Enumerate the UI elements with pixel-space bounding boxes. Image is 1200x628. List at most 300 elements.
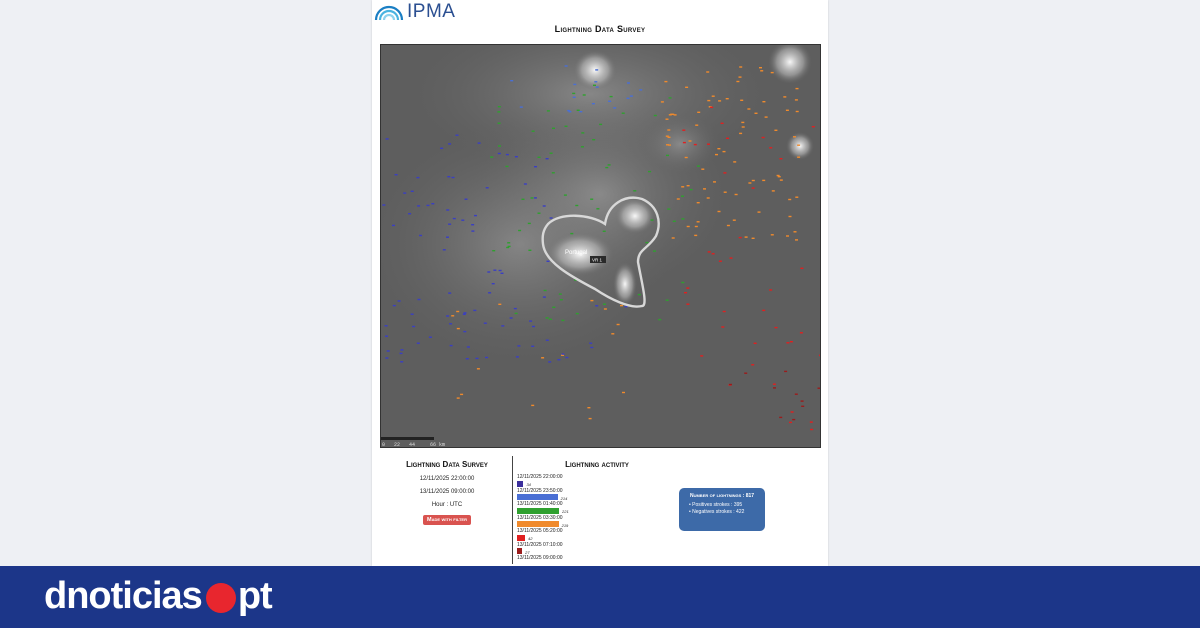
- stroke-marker: [760, 70, 763, 71]
- stroke-marker: [549, 319, 552, 320]
- stroke-marker: [440, 148, 443, 149]
- stroke-marker: [543, 296, 546, 297]
- stroke-marker: [795, 394, 798, 395]
- hour-label: Hour : UTC: [431, 502, 463, 508]
- red-dot-icon: [206, 583, 236, 613]
- stroke-marker: [745, 236, 748, 237]
- stroke-marker: [786, 235, 789, 236]
- stroke-marker: [498, 153, 501, 154]
- stroke-marker: [453, 218, 456, 219]
- stroke-marker: [671, 114, 674, 115]
- stroke-marker: [603, 304, 606, 305]
- stroke-marker: [592, 139, 595, 140]
- activity-title: Lightning activity: [565, 460, 629, 469]
- stroke-marker: [700, 355, 703, 356]
- stroke-marker: [575, 205, 578, 206]
- stroke-marker: [506, 154, 509, 155]
- stroke-marker: [603, 231, 606, 232]
- stroke-marker: [492, 283, 495, 284]
- stroke-marker: [596, 208, 599, 209]
- stroke-marker: [473, 310, 476, 311]
- stroke-marker: [590, 300, 593, 301]
- stroke-marker: [467, 346, 470, 347]
- stroke-marker: [789, 216, 792, 217]
- stroke-marker: [501, 325, 504, 326]
- stroke-marker: [595, 305, 598, 306]
- stroke-marker: [687, 226, 690, 227]
- stroke-marker: [735, 194, 738, 195]
- stroke-marker: [682, 130, 685, 131]
- stroke-marker: [532, 326, 535, 327]
- stroke-marker: [689, 140, 692, 141]
- stroke-marker: [810, 429, 813, 430]
- stroke-marker: [590, 347, 593, 348]
- stroke-marker: [456, 135, 459, 136]
- stroke-marker: [796, 88, 799, 89]
- stroke-marker: [471, 230, 474, 231]
- stroke-marker: [560, 299, 563, 300]
- stroke-marker: [611, 333, 614, 334]
- stroke-marker: [461, 220, 464, 221]
- stroke-marker: [590, 199, 593, 200]
- stroke-marker: [684, 292, 687, 293]
- stroke-marker: [583, 94, 586, 95]
- stroke-marker: [667, 129, 670, 130]
- positive-strokes-text: Positives strokes : 395: [692, 502, 743, 508]
- stroke-marker: [666, 155, 669, 156]
- stroke-marker: [801, 406, 804, 407]
- stroke-marker: [587, 407, 590, 408]
- stroke-marker: [474, 215, 477, 216]
- stroke-marker: [780, 179, 783, 180]
- stroke-marker: [465, 199, 468, 200]
- stroke-marker: [487, 271, 490, 272]
- stroke-marker: [577, 110, 580, 111]
- stroke-marker: [713, 181, 716, 182]
- stroke-marker: [589, 343, 592, 344]
- stroke-marker: [686, 304, 689, 305]
- stroke-marker: [681, 196, 684, 197]
- stroke-marker: [810, 421, 813, 422]
- stroke-marker: [546, 340, 549, 341]
- brand-left: dnoticias: [44, 574, 202, 617]
- interval-count: 221: [562, 509, 569, 514]
- negative-strokes-text: Negatives strokes : 422: [692, 509, 745, 515]
- interval-count: 219: [561, 522, 569, 528]
- stroke-marker: [572, 93, 575, 94]
- stroke-marker: [666, 119, 669, 120]
- stroke-marker: [400, 353, 403, 354]
- stroke-marker: [801, 400, 804, 401]
- stroke-marker: [387, 350, 390, 351]
- stroke-marker: [449, 323, 452, 324]
- stroke-marker: [518, 230, 521, 231]
- stroke-marker: [443, 249, 446, 250]
- stroke-marker: [718, 100, 721, 101]
- stroke-marker: [392, 225, 395, 226]
- stroke-marker: [751, 364, 754, 365]
- stroke-marker: [546, 158, 549, 159]
- stroke-marker: [708, 251, 711, 252]
- start-time: 12/11/2025 22:00:00: [419, 476, 475, 482]
- stroke-marker: [401, 349, 404, 350]
- stroke-marker: [552, 307, 555, 308]
- stroke-marker: [795, 99, 798, 100]
- stroke-marker: [723, 311, 726, 312]
- stroke-marker: [710, 107, 713, 108]
- stroke-marker: [701, 169, 704, 170]
- stroke-marker: [448, 143, 451, 144]
- stroke-marker: [570, 233, 573, 234]
- stroke-marker: [490, 156, 493, 157]
- stroke-marker: [508, 246, 511, 247]
- stroke-marker: [589, 418, 592, 419]
- stroke-marker: [576, 313, 579, 314]
- stats-box: [679, 488, 765, 531]
- stroke-marker: [762, 310, 765, 311]
- stroke-marker: [771, 234, 774, 235]
- scale-label: 0 22 44 66 km: [382, 442, 446, 448]
- stroke-marker: [638, 294, 641, 295]
- stroke-marker: [769, 289, 772, 290]
- stroke-marker: [446, 237, 449, 238]
- stroke-marker: [707, 197, 710, 198]
- stroke-marker: [721, 123, 724, 124]
- stroke-marker: [795, 239, 798, 240]
- stroke-marker: [385, 325, 388, 326]
- stroke-marker: [627, 82, 630, 83]
- stroke-marker: [812, 126, 815, 127]
- stroke-marker: [562, 353, 565, 354]
- stroke-marker: [528, 250, 531, 251]
- stroke-marker: [517, 345, 520, 346]
- stroke-marker: [681, 282, 684, 283]
- stroke-marker: [547, 110, 550, 111]
- stroke-marker: [784, 371, 787, 372]
- stroke-marker: [666, 136, 669, 137]
- stroke-marker: [771, 72, 774, 73]
- stroke-marker: [687, 185, 690, 186]
- lightning-map[interactable]: [380, 44, 821, 448]
- stroke-marker: [703, 188, 706, 189]
- rainbow-arc-icon: [374, 3, 404, 21]
- stroke-marker: [726, 98, 729, 99]
- stroke-marker: [742, 126, 745, 127]
- stroke-marker: [762, 137, 765, 138]
- stroke-marker: [762, 101, 765, 102]
- stroke-marker: [412, 326, 415, 327]
- stroke-marker: [466, 358, 469, 359]
- stroke-marker: [594, 81, 597, 82]
- stroke-marker: [457, 397, 460, 398]
- stroke-marker: [730, 257, 733, 258]
- stroke-marker: [464, 312, 467, 313]
- stroke-marker: [550, 217, 553, 218]
- interval-start-time: 13/11/2025 01:40:00: [517, 501, 563, 507]
- stroke-marker: [543, 205, 546, 206]
- stroke-marker: [398, 300, 401, 301]
- stroke-marker: [685, 87, 688, 88]
- stroke-marker: [759, 67, 762, 68]
- stroke-marker: [717, 148, 720, 149]
- stroke-marker: [531, 405, 534, 406]
- stroke-marker: [592, 103, 595, 104]
- negative-strokes: • Negatives strokes : 422: [689, 509, 745, 515]
- stroke-marker: [448, 224, 451, 225]
- stroke-marker: [672, 237, 675, 238]
- stroke-marker: [471, 224, 474, 225]
- lightning-report: [372, 0, 828, 566]
- interval-count: 42: [527, 536, 533, 541]
- brand-right: pt: [237, 574, 272, 617]
- stroke-marker: [478, 142, 481, 143]
- stroke-marker: [395, 174, 398, 175]
- stroke-marker: [762, 180, 765, 181]
- stroke-marker: [645, 242, 648, 243]
- stroke-marker: [568, 111, 571, 112]
- stroke-marker: [706, 71, 709, 72]
- stroke-marker: [724, 192, 727, 193]
- stroke-marker: [452, 177, 455, 178]
- stroke-marker: [484, 323, 487, 324]
- ipma-logo[interactable]: [374, 2, 455, 22]
- stroke-marker: [451, 315, 454, 316]
- stroke-marker: [633, 190, 636, 191]
- interval-count: 27: [525, 549, 530, 555]
- stroke-marker: [789, 422, 792, 423]
- logo-text: IPMA: [407, 1, 456, 22]
- stroke-marker: [795, 197, 798, 198]
- stroke-marker: [385, 357, 388, 358]
- stroke-marker: [417, 343, 420, 344]
- stroke-marker: [382, 204, 385, 205]
- stroke-marker: [673, 221, 676, 222]
- stroke-marker: [506, 166, 509, 167]
- stroke-marker: [773, 384, 776, 385]
- stroke-marker: [718, 211, 721, 212]
- stroke-marker: [752, 187, 755, 188]
- stroke-marker: [531, 197, 534, 198]
- stroke-marker: [741, 122, 744, 123]
- stroke-marker: [565, 65, 568, 66]
- stroke-marker: [797, 145, 800, 146]
- stroke-marker: [386, 138, 389, 139]
- stroke-marker: [427, 205, 430, 206]
- interval-bar: [517, 521, 559, 527]
- stroke-marker: [694, 235, 697, 236]
- stroke-marker: [707, 144, 710, 145]
- stroke-marker: [573, 84, 576, 85]
- stroke-marker: [686, 287, 689, 288]
- stroke-marker: [639, 89, 642, 90]
- interval-bar: [517, 508, 559, 514]
- stroke-marker: [596, 86, 599, 87]
- stroke-marker: [561, 320, 564, 321]
- stroke-marker: [723, 172, 726, 173]
- interval-start-time: 12/11/2025 23:50:00: [517, 487, 563, 494]
- stroke-marker: [510, 317, 513, 318]
- stroke-marker: [538, 213, 541, 214]
- stroke-marker: [617, 324, 620, 325]
- stroke-marker: [779, 417, 782, 418]
- stroke-marker: [546, 317, 549, 318]
- stroke-marker: [769, 147, 772, 148]
- stroke-marker: [788, 199, 791, 200]
- stroke-marker: [772, 190, 775, 191]
- stroke-marker: [531, 346, 534, 347]
- interval-bar: [517, 548, 522, 554]
- stroke-marker: [697, 165, 700, 166]
- stroke-marker: [581, 132, 584, 133]
- stroke-marker: [697, 221, 700, 222]
- stroke-marker: [695, 125, 698, 126]
- stroke-marker: [719, 261, 722, 262]
- stroke-marker: [548, 361, 551, 362]
- stroke-marker: [532, 131, 535, 132]
- interval-bar: [517, 494, 558, 500]
- stroke-marker: [791, 411, 794, 412]
- stroke-marker: [429, 337, 432, 338]
- interval-start-time: 12/11/2025 22:00:00: [517, 474, 563, 480]
- stroke-marker: [733, 220, 736, 221]
- stroke-marker: [726, 138, 729, 139]
- stroke-marker: [529, 320, 532, 321]
- stroke-marker: [564, 194, 567, 195]
- stroke-marker: [758, 211, 761, 212]
- stroke-marker: [477, 368, 480, 369]
- stroke-marker: [777, 175, 780, 176]
- stroke-marker: [498, 123, 501, 124]
- stroke-marker: [559, 293, 562, 294]
- stroke-marker: [739, 76, 742, 77]
- stroke-marker: [681, 218, 684, 219]
- stroke-marker: [625, 306, 628, 307]
- stroke-marker: [797, 157, 800, 158]
- stroke-marker: [677, 198, 680, 199]
- stroke-marker: [683, 142, 686, 143]
- stroke-marker: [411, 191, 414, 192]
- stroke-marker: [460, 394, 463, 395]
- stroke-marker: [721, 326, 724, 327]
- stroke-marker: [715, 154, 718, 155]
- stroke-marker: [538, 157, 541, 158]
- stroke-marker: [528, 223, 531, 224]
- stroke-marker: [666, 144, 669, 145]
- stroke-marker: [695, 226, 698, 227]
- stroke-marker: [707, 100, 710, 101]
- stroke-marker: [463, 331, 466, 332]
- stroke-marker: [765, 116, 768, 117]
- stroke-marker: [448, 292, 451, 293]
- dnoticias-logo[interactable]: [44, 574, 272, 618]
- stroke-marker: [599, 124, 602, 125]
- stroke-marker: [792, 419, 795, 420]
- stroke-marker: [786, 110, 789, 111]
- stroke-marker: [565, 126, 568, 127]
- stroke-marker: [620, 305, 623, 306]
- stroke-marker: [514, 308, 517, 309]
- country-label: Portugal: [565, 250, 588, 256]
- interval-start-time: 13/11/2025 03:30:00: [517, 514, 563, 521]
- summary-title: Lightning Data Survey: [406, 460, 488, 469]
- stroke-marker: [651, 219, 654, 220]
- stroke-marker: [727, 225, 730, 226]
- made-with-filter-button[interactable]: Made with filter: [423, 515, 471, 525]
- stroke-marker: [534, 166, 537, 167]
- stroke-marker: [736, 81, 739, 82]
- stroke-marker: [712, 253, 715, 254]
- stroke-marker: [431, 203, 434, 204]
- stroke-marker: [510, 80, 513, 81]
- stroke-marker: [476, 358, 479, 359]
- stroke-marker: [457, 328, 460, 329]
- interval-bar: [517, 535, 525, 541]
- stroke-marker: [773, 387, 776, 388]
- stroke-marker: [393, 305, 396, 306]
- stroke-marker: [740, 100, 743, 101]
- stroke-marker: [613, 107, 616, 108]
- stroke-marker: [793, 136, 796, 137]
- stroke-marker: [779, 158, 782, 159]
- page-title: Lightning Data Survey: [554, 24, 646, 34]
- stroke-marker: [739, 66, 742, 67]
- stroke-marker: [739, 133, 742, 134]
- stroke-marker: [748, 182, 751, 183]
- stroke-marker: [604, 308, 607, 309]
- stroke-marker: [550, 153, 553, 154]
- stats-title: Number of lightnings : 817: [689, 493, 755, 499]
- stroke-marker: [755, 113, 758, 114]
- positive-strokes: • Positives strokes : 395: [689, 502, 743, 508]
- stroke-marker: [627, 98, 630, 99]
- stroke-marker: [573, 97, 576, 98]
- stroke-marker: [515, 156, 518, 157]
- stroke-marker: [790, 341, 793, 342]
- stroke-marker: [485, 357, 488, 358]
- stroke-marker: [416, 177, 419, 178]
- stroke-marker: [552, 128, 555, 129]
- stroke-marker: [498, 145, 501, 146]
- stroke-marker: [400, 361, 403, 362]
- stroke-marker: [622, 113, 625, 114]
- stroke-marker: [653, 250, 656, 251]
- stroke-marker: [610, 96, 613, 97]
- stroke-marker: [667, 208, 670, 209]
- stroke-marker: [774, 130, 777, 131]
- stroke-marker: [783, 96, 786, 97]
- stroke-marker: [752, 238, 755, 239]
- lightning-activity: [517, 460, 677, 561]
- stroke-marker: [463, 314, 466, 315]
- stroke-marker: [729, 384, 732, 385]
- stroke-marker: [408, 213, 411, 214]
- stroke-marker: [800, 268, 803, 269]
- stroke-marker: [796, 111, 799, 112]
- stroke-marker: [411, 314, 414, 315]
- stroke-marker: [661, 101, 664, 102]
- stroke-marker: [630, 95, 633, 96]
- stroke-marker: [608, 101, 611, 102]
- stroke-marker: [515, 313, 518, 314]
- stroke-marker: [581, 146, 584, 147]
- footer-banner: [0, 566, 1200, 628]
- stroke-marker: [754, 343, 757, 344]
- stroke-marker: [385, 336, 388, 337]
- stroke-marker: [541, 357, 544, 358]
- stroke-marker: [739, 237, 742, 238]
- stroke-marker: [664, 81, 667, 82]
- stroke-marker: [690, 189, 693, 190]
